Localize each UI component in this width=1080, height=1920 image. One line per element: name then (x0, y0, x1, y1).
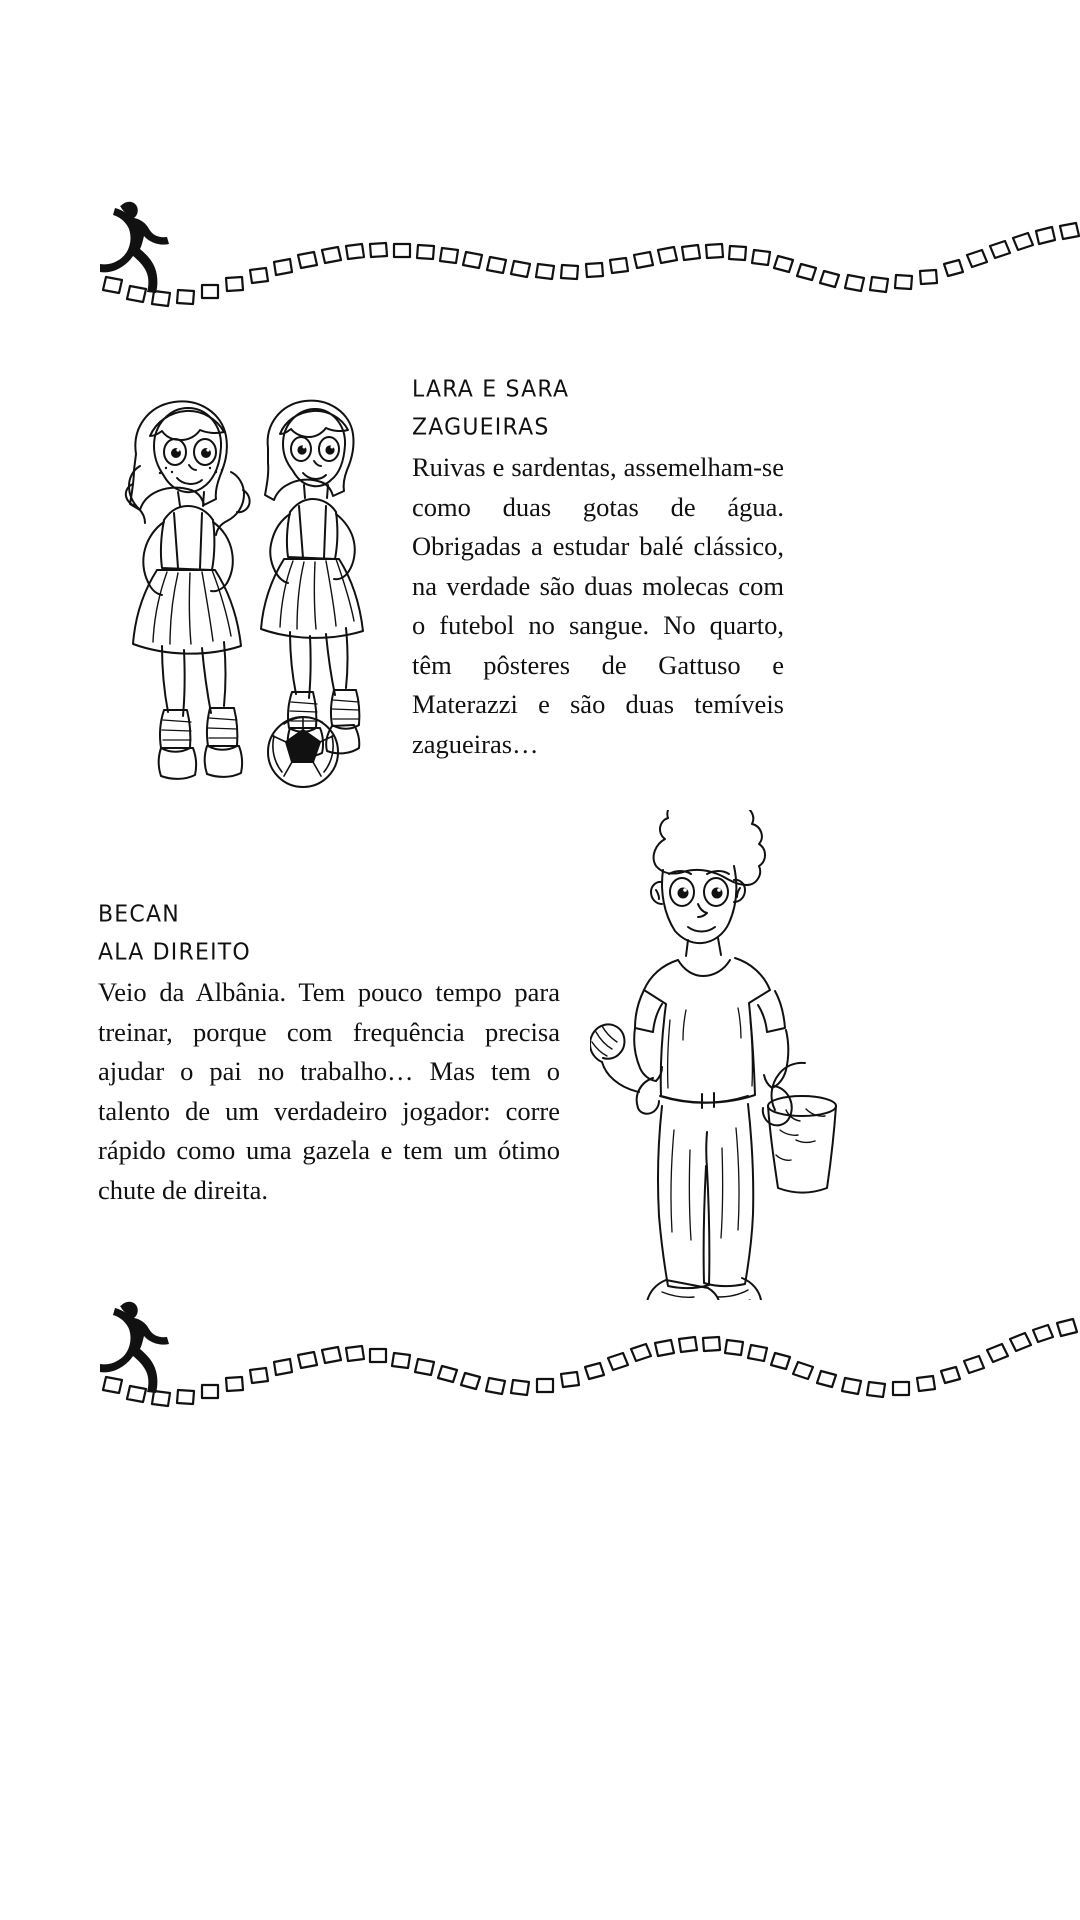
character-entry-becan (0, 901, 1080, 1420)
becan-illustration (590, 810, 870, 1300)
character-description-lara-e-sara: Ruivas e sardentas, assemelham-se como duas gotas de água. Obrigadas a estudar balé clássico, na verdade são duas molecas com o futebol no sangue. No quarto, têm pôsteres de Gattuso e Materazzi e são duas temíveis zagueiras… (412, 452, 784, 759)
character-entry-lara-e-sara (0, 376, 1080, 930)
character-role-lara-e-sara: ZAGUEIRAS (412, 414, 550, 441)
footprint-trail-top-icon (0, 185, 1080, 325)
character-role-becan: ALA DIREITO (98, 939, 251, 966)
lara-e-sara-illustration (78, 380, 408, 800)
character-name-becan: BECAN (98, 901, 180, 928)
becan-text-column (98, 895, 560, 1210)
character-name-lara-e-sara: LARA E SARA (412, 376, 570, 403)
lara-e-sara-text-column (412, 370, 784, 764)
character-description-becan: Veio da Albânia. Tem pouco tempo para treinar, porque com frequência precisa ajudar o pai no trabalho… Mas tem o talento de um verdadeiro jogador: corre rápido como uma gazela e tem um ótimo chute de direita. (98, 977, 560, 1205)
